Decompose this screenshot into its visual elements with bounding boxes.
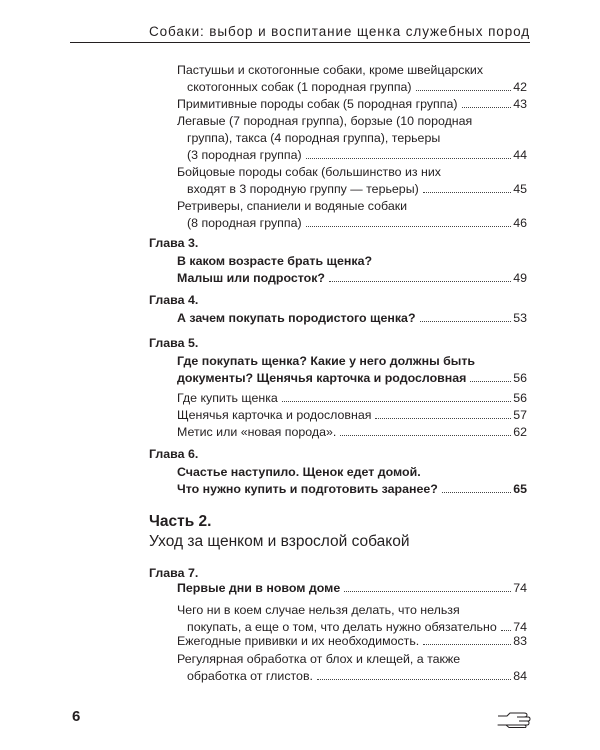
dot-leader <box>317 679 511 680</box>
toc-entry-never-do[interactable] <box>177 602 527 636</box>
toc-page-number: 83 <box>513 634 527 648</box>
toc-page-number: 62 <box>513 425 527 439</box>
toc-entry-line: покупать, а еще о том, что делать нужно обязательно <box>187 620 497 634</box>
toc-page-number: 44 <box>513 148 527 162</box>
toc-page-number: 56 <box>513 371 527 385</box>
dot-leader <box>306 226 512 227</box>
toc-entry-primitive[interactable] <box>177 96 527 113</box>
toc-entry-line: (3 породная группа) <box>187 148 302 162</box>
chapter-title-line: Первые дни в новом доме <box>177 581 341 595</box>
toc-chapter-5[interactable] <box>177 353 527 387</box>
dot-leader <box>423 192 511 193</box>
toc-page-number: 46 <box>513 216 527 230</box>
dot-leader <box>501 630 511 631</box>
toc-page-number: 74 <box>513 620 527 634</box>
toc-entry-line: Чего ни в коем случае нельзя делать, что нельзя <box>177 603 460 617</box>
dot-leader <box>470 381 511 382</box>
chapter-title-line: Счастье наступило. Щенок едет домой. <box>177 465 421 479</box>
toc-page-number: 42 <box>513 80 527 94</box>
toc-entry-herding[interactable] <box>177 62 527 96</box>
dot-leader <box>416 90 512 91</box>
toc-page-number: 53 <box>513 311 527 325</box>
toc-page-number: 65 <box>513 482 527 496</box>
toc-chapter-6[interactable] <box>177 464 527 498</box>
chapter-title-line: В каком возрасте брать щенка? <box>177 254 373 268</box>
toc-entry-mixed-breed[interactable] <box>177 424 527 441</box>
toc-entry-line: Легавые (7 породная группа), борзые (10 породная <box>177 114 473 128</box>
chapter-title-line: Что нужно купить и подготовить заранее? <box>177 482 438 496</box>
toc-page-number: 49 <box>513 271 527 285</box>
chapter-label: Глава 4. <box>149 293 199 307</box>
toc-entry-where-to-buy[interactable] <box>177 390 527 407</box>
page-number: 6 <box>72 708 81 725</box>
toc-page-number: 57 <box>513 408 527 422</box>
toc-entry-line: Ежегодные прививки и их необходимость. <box>177 634 420 648</box>
toc-entry-line: Регулярная обработка от блох и клещей, а также <box>177 652 461 666</box>
toc-entry-line: Ретриверы, спаниели и водяные собаки <box>177 199 408 213</box>
running-head: Собаки: выбор и воспитание щенка служебных пород <box>148 24 530 39</box>
toc-entry-line: скотогонных собак (1 породная группа) <box>187 80 412 94</box>
toc-chapter-7[interactable] <box>177 580 527 597</box>
toc-entry-line: Метис или «новая порода». <box>177 425 337 439</box>
part-title[interactable]: Уход за щенком и взрослой собакой <box>149 533 410 550</box>
chapter-title-line: А зачем покупать породистого щенка? <box>177 311 416 325</box>
dot-leader <box>329 281 511 282</box>
dot-leader <box>375 418 511 419</box>
dot-leader <box>423 644 511 645</box>
toc-entry-line: Примитивные породы собак (5 породная группа) <box>177 97 458 111</box>
part-label: Часть 2. <box>149 513 212 530</box>
toc-entry-line: группа), такса (4 породная группа), терьеры <box>187 131 441 145</box>
header-rule <box>70 42 530 43</box>
toc-entry-line: Бойцовые породы собак (большинство из них <box>177 165 441 179</box>
pointing-hand-icon[interactable] <box>497 710 531 728</box>
dot-leader <box>462 107 512 108</box>
chapter-title-line: документы? Щенячья карточка и родословная <box>177 371 467 385</box>
toc-chapter-3[interactable] <box>177 253 527 287</box>
toc-page-number: 74 <box>513 581 527 595</box>
dot-leader <box>282 401 511 402</box>
chapter-label: Глава 5. <box>149 336 199 350</box>
dot-leader <box>420 321 512 322</box>
toc-page-number: 45 <box>513 182 527 196</box>
chapter-title-line: Малыш или подросток? <box>177 271 325 285</box>
toc-entry-pointers[interactable] <box>177 113 527 164</box>
dot-leader <box>306 158 512 159</box>
toc-entry-line: обработка от глистов. <box>187 669 313 683</box>
dot-leader <box>344 591 511 592</box>
toc-entry-flea-treatment[interactable] <box>177 651 527 685</box>
toc-entry-line: Пастушьи и скотогонные собаки, кроме швейцарских <box>177 63 484 77</box>
toc-entry-vaccinations[interactable] <box>177 633 527 650</box>
toc-entry-line: входят в 3 породную группу — терьеры) <box>187 182 419 196</box>
toc-chapter-4[interactable] <box>177 310 527 327</box>
dot-leader <box>442 492 511 493</box>
chapter-label: Глава 3. <box>149 236 199 250</box>
chapter-label: Глава 7. <box>149 566 199 580</box>
toc-entry-retrievers[interactable] <box>177 198 527 232</box>
dot-leader <box>340 435 511 436</box>
toc-page-number: 56 <box>513 391 527 405</box>
chapter-label: Глава 6. <box>149 447 199 461</box>
toc-entry-puppy-card[interactable] <box>177 407 527 424</box>
toc-entry-line: (8 породная группа) <box>187 216 302 230</box>
toc-entry-line: Где купить щенка <box>177 391 278 405</box>
chapter-title-line: Где покупать щенка? Какие у него должны быть <box>177 354 476 368</box>
toc-page-number: 43 <box>513 97 527 111</box>
toc-page-number: 84 <box>513 669 527 683</box>
toc-entry-fighting[interactable] <box>177 164 527 198</box>
toc-entry-line: Щенячья карточка и родословная <box>177 408 372 422</box>
